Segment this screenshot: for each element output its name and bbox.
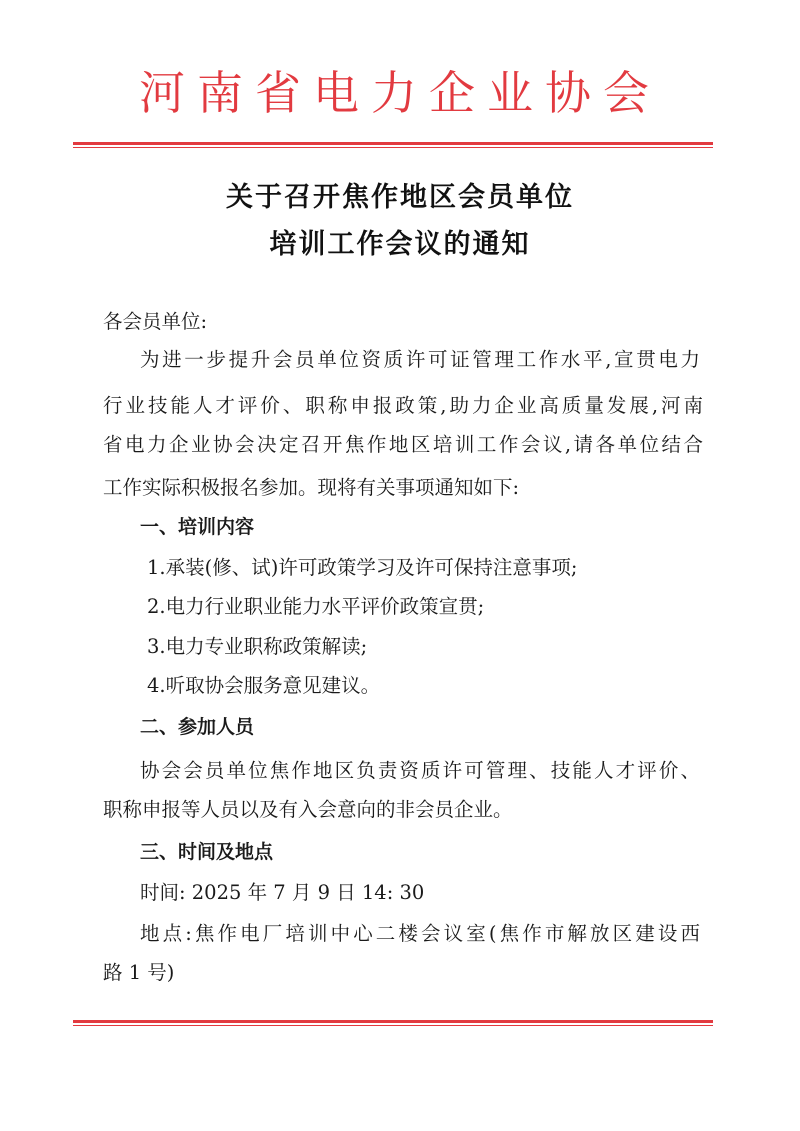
participants-line: 职称申报等人员以及有入会意向的非会员企业。 [103, 798, 513, 821]
intro-paragraph-line: 省电力企业协会决定召开焦作地区培训工作会议,请各单位结合 [103, 433, 703, 456]
list-item: 1.承装(修、试)许可政策学习及许可保持注意事项; [147, 556, 578, 579]
section-heading-training-content: 一、培训内容 [140, 516, 255, 538]
document-title-line-2: 培训工作会议的通知 [269, 229, 531, 260]
participants-line: 协会会员单位焦作地区负责资质许可管理、技能人才评价、 [140, 759, 700, 782]
list-item: 2.电力行业职业能力水平评价政策宣贯; [147, 595, 485, 618]
organization-header: 河南省电力企业协会 [139, 66, 661, 120]
meeting-place-line: 地点:焦作电厂培训中心二楼会议室(焦作市解放区建设西 [140, 922, 700, 945]
document-title-line-1: 关于召开焦作地区会员单位 [226, 182, 574, 213]
section-heading-participants: 二、参加人员 [140, 716, 255, 738]
meeting-place-line: 路 1 号) [103, 961, 175, 984]
intro-paragraph-line: 行业技能人才评价、职称申报政策,助力企业高质量发展,河南 [103, 394, 703, 417]
section-heading-time-place: 三、时间及地点 [140, 841, 274, 863]
intro-paragraph-line: 工作实际积极报名参加。现将有关事项通知如下: [103, 476, 520, 499]
header-divider [73, 142, 713, 148]
list-item: 4.听取协会服务意见建议。 [147, 674, 381, 697]
salutation: 各会员单位: [103, 310, 208, 333]
list-item: 3.电力专业职称政策解读; [147, 635, 368, 658]
meeting-time: 时间: 2025 年 7 月 9 日 14: 30 [140, 881, 425, 904]
intro-paragraph-line: 为进一步提升会员单位资质许可证管理工作水平,宣贯电力 [140, 348, 700, 371]
footer-divider [73, 1020, 713, 1026]
